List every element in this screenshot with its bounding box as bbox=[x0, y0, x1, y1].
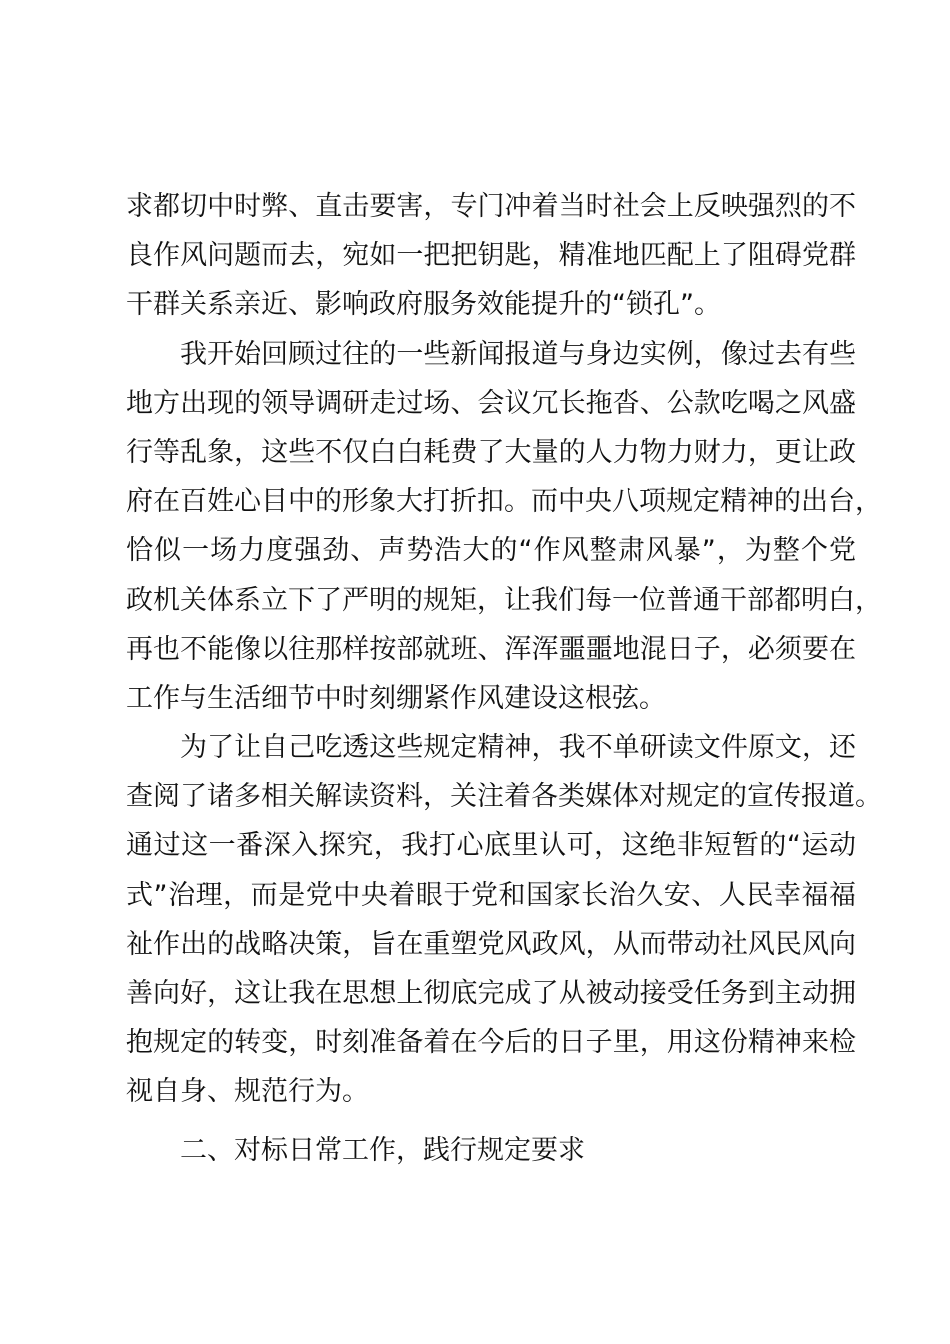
paragraph-2 bbox=[126, 330, 882, 724]
text-line: 行等乱象，这些不仅白白耗费了大量的人力物力财力，更让政 bbox=[126, 436, 856, 468]
paragraph-3 bbox=[126, 723, 882, 1117]
text-line: 再也不能像以往那样按部就班、浑浑噩噩地混日子，必须要在 bbox=[126, 633, 856, 665]
text-line: 我开始回顾过往的一些新闻报道与身边实例，像过去有些 bbox=[180, 338, 856, 370]
text-line: 地方出现的领导调研走过场、会议冗长拖沓、公款吃喝之风盛 bbox=[126, 387, 856, 419]
text-line: 式”治理，而是党中央着眼于党和国家长治久安、人民幸福福 bbox=[126, 879, 856, 911]
text-line: 工作与生活细节中时刻绷紧作风建设这根弦。 bbox=[126, 682, 666, 714]
text-line: 良作风问题而去，宛如一把把钥匙，精准地匹配上了阻碍党群 bbox=[126, 240, 856, 272]
text-line: 通过这一番深入探究，我打心底里认可，这绝非短暂的“运动 bbox=[126, 830, 856, 862]
document-body bbox=[126, 182, 882, 1117]
section-heading: 二、对标日常工作，践行规定要求 bbox=[180, 1135, 585, 1166]
text-line: 恰似一场力度强劲、声势浩大的“作风整肃风暴”，为整个党 bbox=[126, 535, 856, 567]
text-line: 抱规定的转变，时刻准备着在今后的日子里，用这份精神来检 bbox=[126, 1027, 856, 1059]
paragraph-1 bbox=[126, 182, 856, 330]
text-line: 查阅了诸多相关解读资料，关注着各类媒体对规定的宣传报道。 bbox=[126, 781, 882, 813]
text-line: 为了让自己吃透这些规定精神，我不单研读文件原文，还 bbox=[180, 732, 856, 764]
text-line: 祉作出的战略决策，旨在重塑党风政风，从而带动社风民风向 bbox=[126, 928, 856, 960]
text-line: 干群关系亲近、影响政府服务效能提升的“锁孔”。 bbox=[126, 289, 721, 321]
text-line: 视自身、规范行为。 bbox=[126, 1076, 369, 1108]
text-line: 善向好，这让我在思想上彻底完成了从被动接受任务到主动拥 bbox=[126, 978, 856, 1009]
text-line: 府在百姓心目中的形象大打折扣。而中央八项规定精神的出台， bbox=[126, 486, 882, 518]
text-line: 求都切中时弊、直击要害，专门冲着当时社会上反映强烈的不 bbox=[126, 191, 856, 222]
text-line: 政机关体系立下了严明的规矩，让我们每一位普通干部都明白， bbox=[126, 584, 882, 616]
